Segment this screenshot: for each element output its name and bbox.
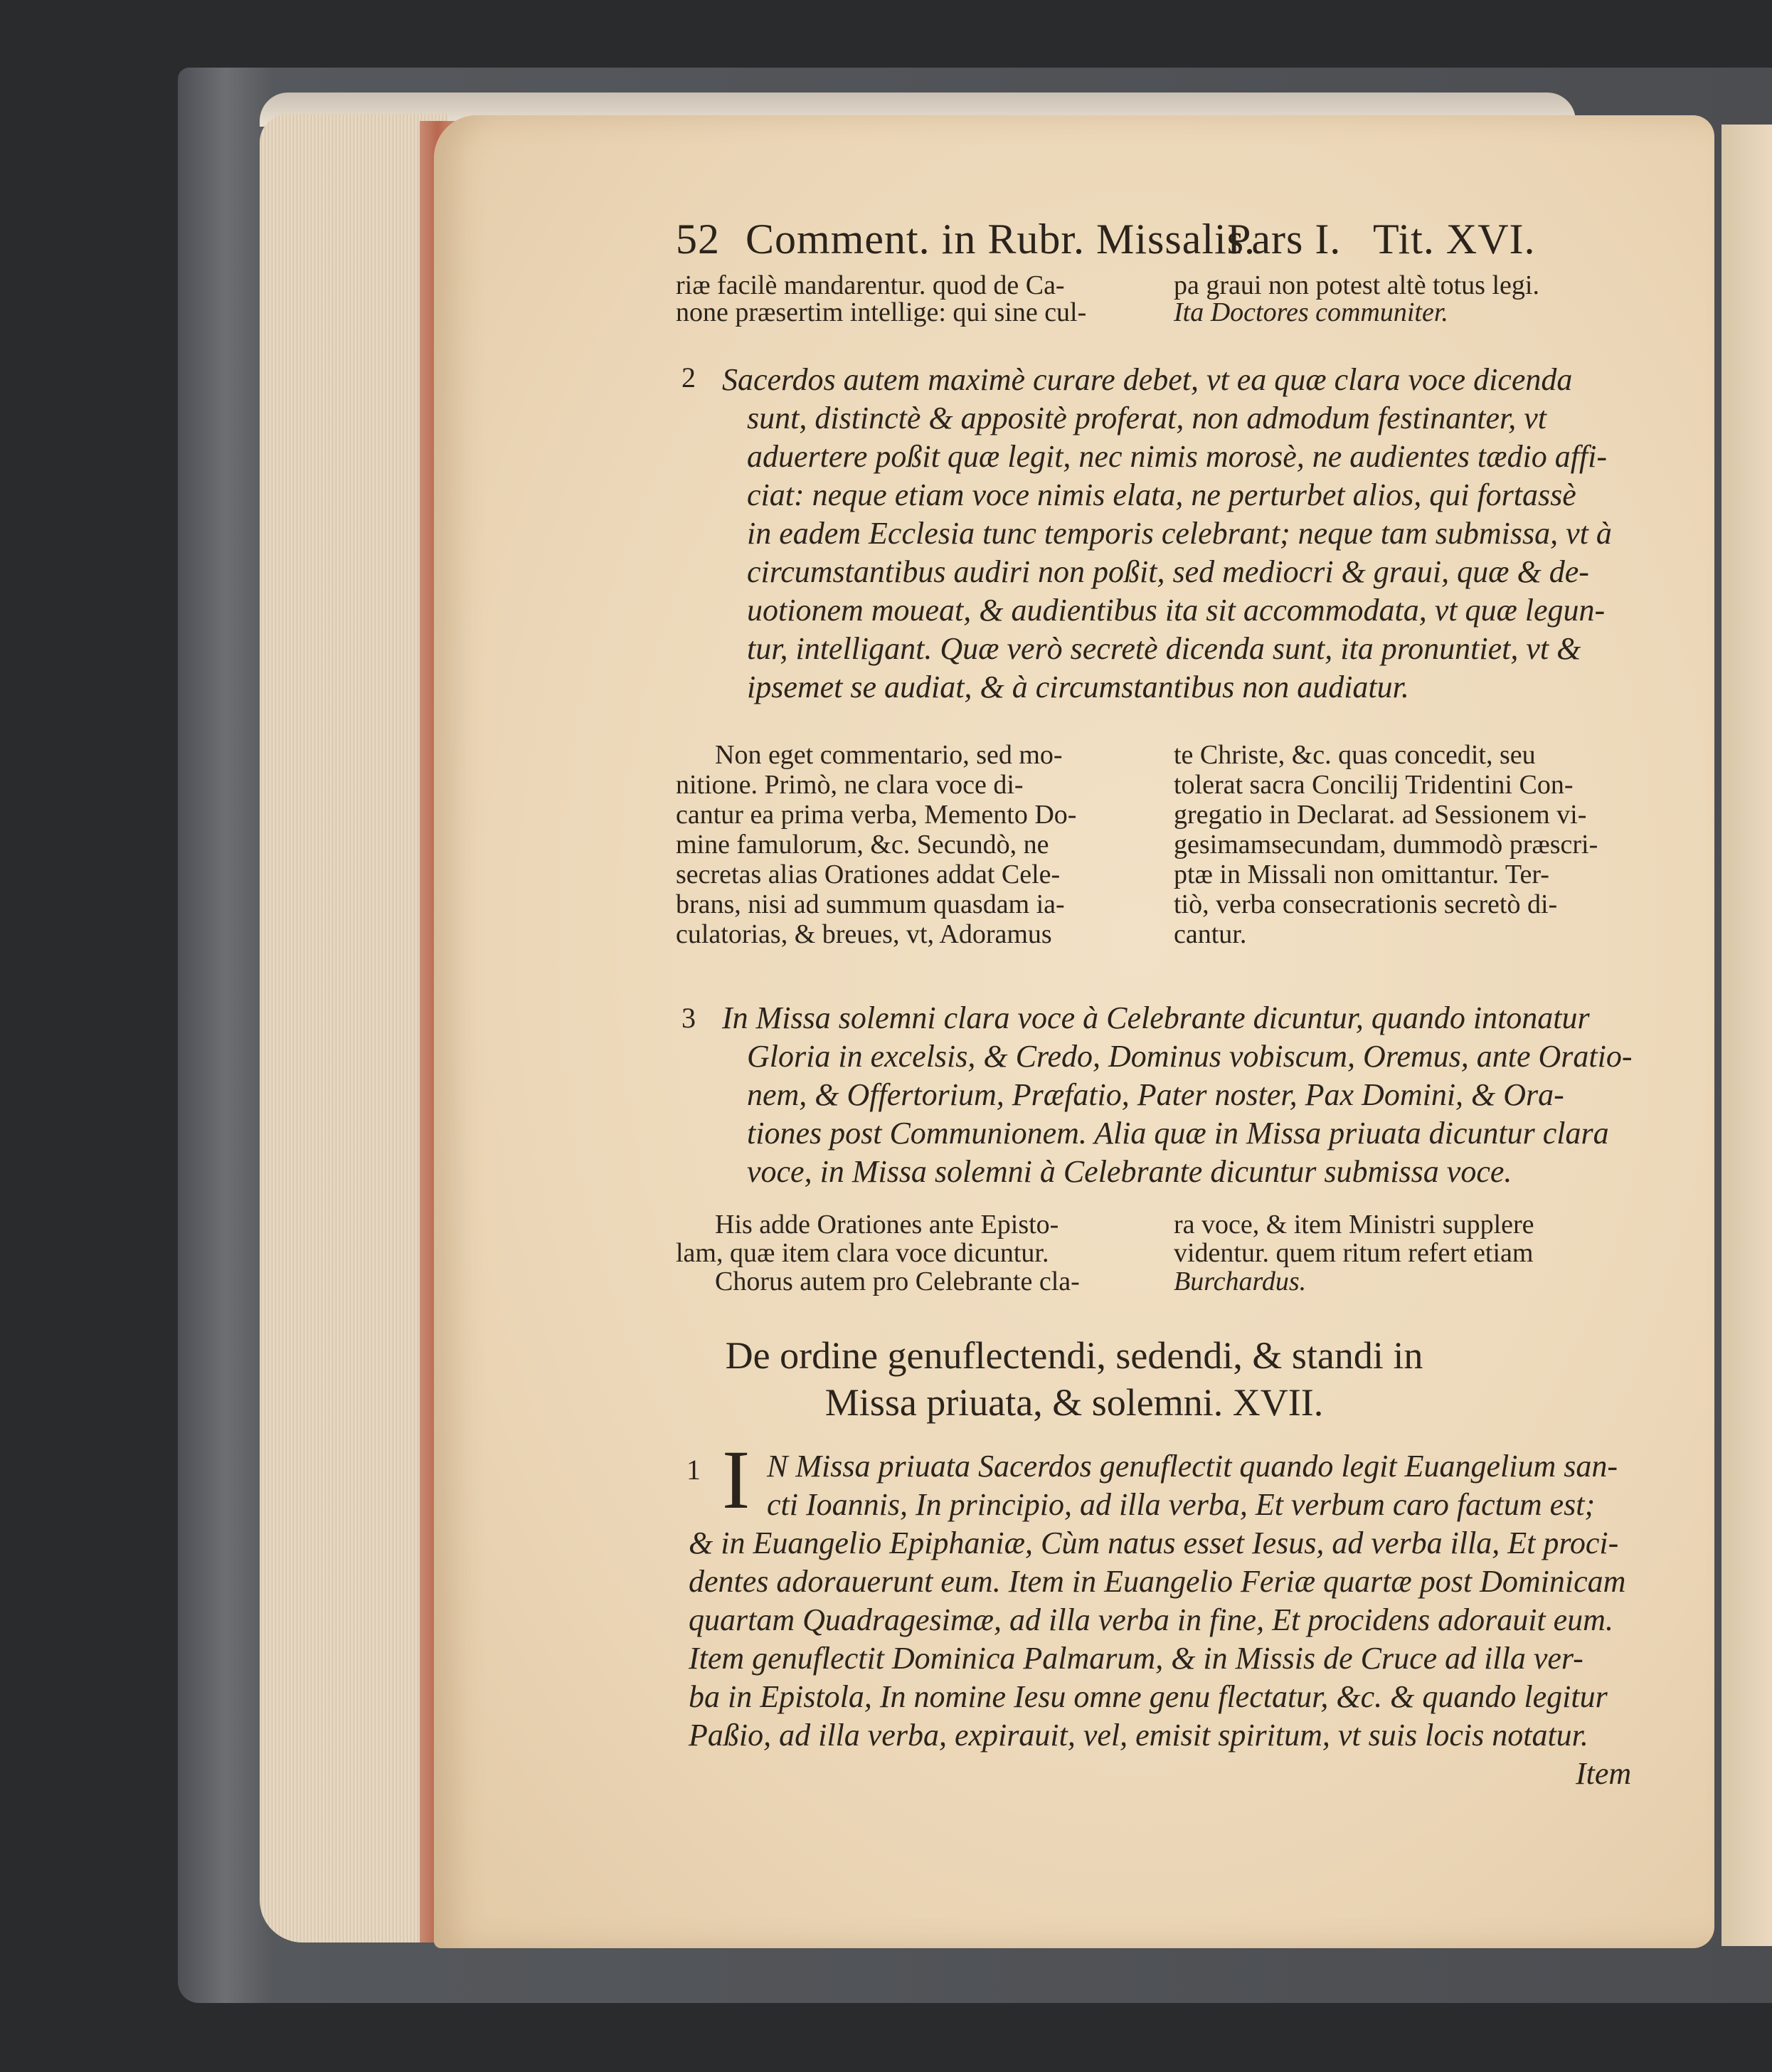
intro-right-line: pa graui non potest altè totus legi. xyxy=(1174,270,1539,300)
section-heading-line: Missa priuata, & solemni. XVII. xyxy=(824,1381,1324,1424)
comment-left-line: cantur ea prima verba, Memento Do- xyxy=(676,800,1077,830)
rubric-line: in eadem Ecclesia tunc temporis celebrant; neque tam submissa, vt à xyxy=(747,516,1612,551)
comment-left-line: secretas alias Orationes addat Cele- xyxy=(676,860,1061,889)
rubric-line: tur, intelligant. Quæ verò secretè dicenda sunt, ita pronuntiet, vt & xyxy=(747,631,1581,666)
page-number: 52 xyxy=(676,216,720,263)
rubric-line: tiones post Communionem. Alia quæ in Missa priuata dicuntur clara xyxy=(747,1116,1609,1151)
rubric-line: & in Euangelio Epiphaniæ, Cùm natus esset Iesus, ad verba illa, Et proci- xyxy=(689,1526,1619,1560)
comment-right-line: te Christe, &c. quas concedit, seu xyxy=(1174,740,1536,770)
comment-right-line: gesimamsecundam, dummodò præscri- xyxy=(1174,830,1598,860)
comment-right-line: tolerat sacra Concilij Tridentini Con- xyxy=(1174,770,1574,800)
rubric-line: sunt, distinctè & appositè proferat, non admodum festinanter, vt xyxy=(747,401,1546,435)
running-title: Comment. in Rubr. Missalis. xyxy=(746,216,1256,263)
intro-left-line: none præsertim intellige: qui sine cul- xyxy=(676,297,1087,327)
facing-page-edge xyxy=(1721,125,1772,1946)
rubric-line: ba in Epistola, In nomine Iesu omne genu flectatur, &c. & quando legitur xyxy=(689,1679,1608,1714)
rubric-line: cti Ioannis, In principio, ad illa verba, Et verbum caro factum est; xyxy=(767,1487,1596,1522)
rubric-number: 1 xyxy=(686,1454,701,1486)
rubric-line: uotionem moueat, & audientibus ita sit accommodata, vt quæ legun- xyxy=(747,593,1606,628)
comment-right-line: Burchardus. xyxy=(1174,1267,1307,1296)
comment-left-line: His adde Orationes ante Episto- xyxy=(715,1210,1059,1240)
book-page xyxy=(434,115,1714,1948)
rubric-line: N Missa priuata Sacerdos genuflectit quando legit Euangelium san- xyxy=(767,1449,1618,1484)
rubric-line: voce, in Missa solemni à Celebrante dicuntur submissa voce. xyxy=(747,1154,1512,1189)
rubric-line: quartam Quadragesimæ, ad illa verba in fine, Et procidens adorauit eum. xyxy=(689,1602,1613,1637)
drop-initial: I xyxy=(722,1433,750,1526)
comment-right-line: tiò, verba consecrationis secretò di- xyxy=(1174,889,1558,919)
rubric-line: ipsemet se audiat, & à circumstantibus non audiatur. xyxy=(747,670,1409,704)
comment-left-line: mine famulorum, &c. Secundò, ne xyxy=(676,830,1049,860)
rubric-line: Paßio, ad illa verba, expirauit, vel, emisit spiritum, vt suis locis notatur. xyxy=(689,1718,1588,1753)
comment-left-line: lam, quæ item clara voce dicuntur. xyxy=(676,1238,1049,1268)
catchword: Item xyxy=(1576,1756,1632,1791)
comment-right-line: ptæ in Missali non omittantur. Ter- xyxy=(1174,860,1549,889)
comment-right-line: videntur. quem ritum refert etiam xyxy=(1174,1238,1534,1268)
running-tit: Tit. XVI. xyxy=(1373,216,1536,263)
rubric-number: 3 xyxy=(681,1002,696,1034)
comment-left-line: culatorias, & breues, vt, Adoramus xyxy=(676,919,1052,949)
section-heading-line: De ordine genuflectendi, sedendi, & standi in xyxy=(725,1334,1423,1377)
comment-left-line: Non eget commentario, sed mo- xyxy=(715,740,1063,770)
comment-right-line: gregatio in Declarat. ad Sessionem vi- xyxy=(1174,800,1587,830)
comment-left-line: nitione. Primò, ne clara voce di- xyxy=(676,770,1024,800)
intro-left-line: riæ facilè mandarentur. quod de Ca- xyxy=(676,270,1065,300)
rubric-line: circumstantibus audiri non poßit, sed mediocri & graui, quæ & de- xyxy=(747,554,1589,589)
rubric-line: nem, & Offertorium, Præfatio, Pater noster, Pax Domini, & Ora- xyxy=(747,1077,1564,1112)
rubric-number: 2 xyxy=(681,361,696,393)
comment-right-line: cantur. xyxy=(1174,919,1247,949)
comment-left-line: brans, nisi ad summum quasdam ia- xyxy=(676,889,1065,919)
rubric-line: aduertere poßit quæ legit, nec nimis morosè, ne audientes tædio affi- xyxy=(747,439,1608,474)
rubric-line: dentes adorauerunt eum. Item in Euangelio Feriæ quartæ post Dominicam xyxy=(689,1564,1626,1599)
rubric-line: In Missa solemni clara voce à Celebrante dicuntur, quando intonatur xyxy=(722,1000,1590,1035)
rubric-line: Sacerdos autem maximè curare debet, vt ea quæ clara voce dicenda xyxy=(722,362,1573,397)
intro-right-line: Ita Doctores communiter. xyxy=(1174,297,1448,327)
rubric-line: Gloria in excelsis, & Credo, Dominus vobiscum, Oremus, ante Oratio- xyxy=(747,1039,1633,1074)
comment-left-line: Chorus autem pro Celebrante cla- xyxy=(715,1267,1080,1296)
rubric-line: Item genuflectit Dominica Palmarum, & in Missis de Cruce ad illa ver- xyxy=(689,1641,1583,1676)
running-part: Pars I. xyxy=(1227,216,1342,263)
rubric-line: ciat: neque etiam voce nimis elata, ne perturbet alios, qui fortassè xyxy=(747,477,1576,512)
comment-right-line: ra voce, & item Ministri supplere xyxy=(1174,1210,1534,1240)
